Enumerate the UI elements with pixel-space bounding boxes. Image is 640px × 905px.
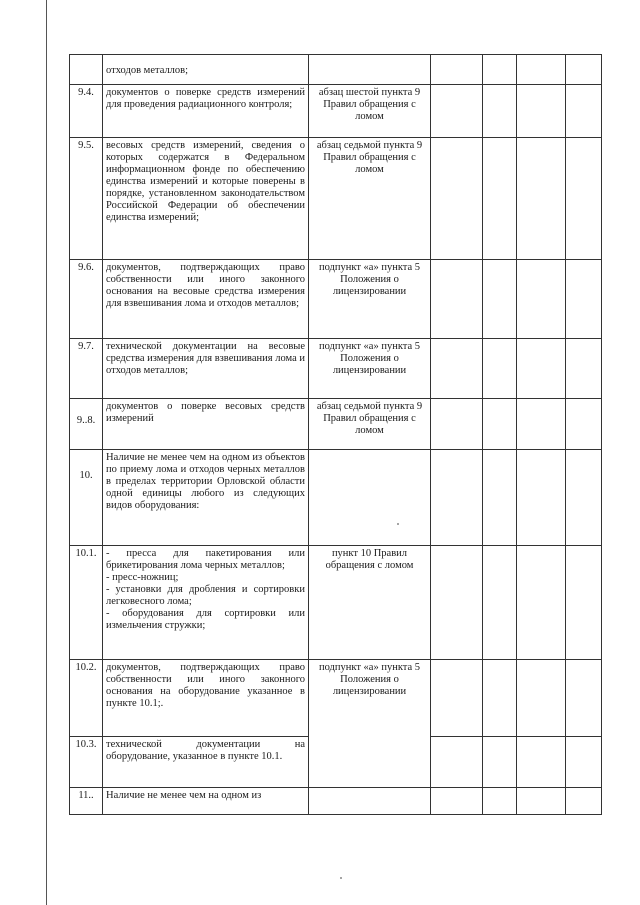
row-basis: подпункт «а» пункта 5 Положения о лицензировании (309, 339, 431, 399)
empty-cell (483, 339, 517, 399)
table-row (70, 339, 602, 399)
empty-cell (483, 260, 517, 339)
empty-cell (517, 546, 566, 660)
row-number: 10.2. (70, 660, 103, 737)
row-number: 9.7. (70, 339, 103, 399)
row-number: 10.3. (70, 737, 103, 788)
empty-cell (483, 138, 517, 260)
row-text: отходов металлов; (103, 55, 309, 85)
row-text: документов о поверке весовых средств измерений (103, 399, 309, 450)
row-basis: подпункт «а» пункта 5 Положения о лицензировании (309, 660, 431, 788)
table-row (70, 660, 602, 737)
empty-cell (517, 660, 566, 737)
empty-cell (517, 399, 566, 450)
row-number: 10. (70, 450, 103, 546)
empty-cell (483, 399, 517, 450)
empty-cell (566, 138, 602, 260)
empty-cell (483, 55, 517, 85)
row-number: 9.6. (70, 260, 103, 339)
scan-speck (340, 877, 342, 879)
row-basis: абзац седьмой пункта 9 Правил обращения с ломом (309, 138, 431, 260)
empty-cell (431, 450, 483, 546)
empty-cell (517, 450, 566, 546)
row-basis: абзац седьмой пункта 9 Правил обращения с ломом (309, 399, 431, 450)
empty-cell (431, 85, 483, 138)
table-row (70, 138, 602, 260)
row-text: Наличие не менее чем на одном из объектов по приему лома и отходов черных металлов в пределах территории Орловской области одной единицы любого из следующих видов оборудования: (103, 450, 309, 546)
row-number: 11.. (70, 788, 103, 815)
empty-cell (483, 85, 517, 138)
row-number (70, 55, 103, 85)
table-row (70, 260, 602, 339)
page-binding-line (46, 0, 47, 905)
row-text: весовых средств измерений, сведения о которых содержатся в Федеральном информационном фонде по обеспечению единства измерений и которые поверены в порядке, установленном законодательством Российской Федерации об обеспечении единства измерений; (103, 138, 309, 260)
empty-cell (566, 788, 602, 815)
requirements-table (69, 54, 602, 815)
row-basis (309, 55, 431, 85)
empty-cell (517, 788, 566, 815)
empty-cell (431, 339, 483, 399)
empty-cell (431, 546, 483, 660)
empty-cell (431, 788, 483, 815)
row-basis: абзац шестой пункта 9 Правил обращения с ломом (309, 85, 431, 138)
empty-cell (431, 399, 483, 450)
empty-cell (566, 85, 602, 138)
scan-speck (397, 523, 399, 525)
row-basis (309, 788, 431, 815)
empty-cell (566, 737, 602, 788)
empty-cell (517, 85, 566, 138)
empty-cell (566, 450, 602, 546)
table-row (70, 399, 602, 450)
row-basis: подпункт «а» пункта 5 Положения о лицензировании (309, 260, 431, 339)
empty-cell (483, 660, 517, 737)
empty-cell (517, 138, 566, 260)
row-text: - пресса для пакетирования или брикетирования лома черных металлов; - пресс-ножниц; - установки для дробления и сортировки легковесного лома; - оборудования для сортировки или измельчения стружки; (103, 546, 309, 660)
empty-cell (517, 737, 566, 788)
empty-cell (566, 660, 602, 737)
empty-cell (431, 55, 483, 85)
empty-cell (431, 138, 483, 260)
table-row (70, 55, 602, 85)
row-basis: пункт 10 Правил обращения с ломом (309, 546, 431, 660)
empty-cell (517, 339, 566, 399)
empty-cell (483, 737, 517, 788)
empty-cell (566, 260, 602, 339)
row-text: документов, подтверждающих право собственности или иного законного основания на оборудование указанное в пункте 10.1;. (103, 660, 309, 737)
row-number: 9.5. (70, 138, 103, 260)
empty-cell (431, 260, 483, 339)
row-basis (309, 450, 431, 546)
row-text: технической документации на весовые средства измерения для взвешивания лома и отходов металлов; (103, 339, 309, 399)
row-number: 10.1. (70, 546, 103, 660)
table-row (70, 450, 602, 546)
empty-cell (431, 737, 483, 788)
row-number: 9.4. (70, 85, 103, 138)
empty-cell (566, 339, 602, 399)
row-text: документов, подтверждающих право собственности или иного законного основания на весовые средства измерения для взвешивания лома и отходов металлов; (103, 260, 309, 339)
empty-cell (483, 788, 517, 815)
row-number: 9..8. (70, 399, 103, 450)
table-row (70, 546, 602, 660)
empty-cell (517, 55, 566, 85)
empty-cell (517, 260, 566, 339)
empty-cell (483, 546, 517, 660)
row-text: Наличие не менее чем на одном из (103, 788, 309, 815)
empty-cell (566, 55, 602, 85)
empty-cell (483, 450, 517, 546)
table-row (70, 788, 602, 815)
table-row (70, 85, 602, 138)
row-text: технической документации на оборудование, указанное в пункте 10.1. (103, 737, 309, 788)
empty-cell (566, 399, 602, 450)
row-text: документов о поверке средств измерений для проведения радиационного контроля; (103, 85, 309, 138)
empty-cell (566, 546, 602, 660)
empty-cell (431, 660, 483, 737)
